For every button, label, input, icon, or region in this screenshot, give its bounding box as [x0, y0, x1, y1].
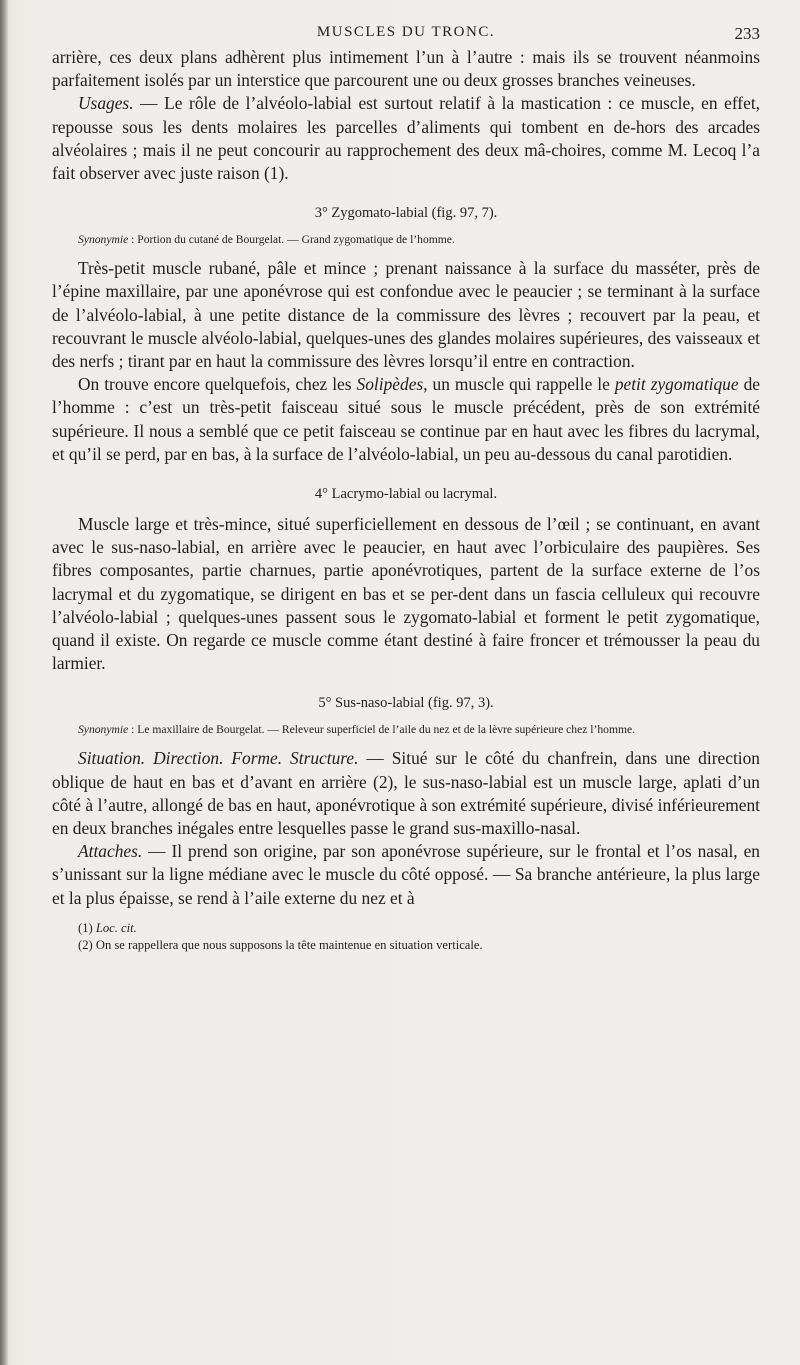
synonymy-label: Synonymie — [78, 233, 129, 247]
synonymy-text: : Le maxillaire de Bourgelat. — Releveur superficiel de l’aile du nez et de la lèvre supérieure chez l’homme. — [128, 723, 636, 737]
paragraph-situation — [52, 747, 760, 840]
running-title: MUSCLES DU TRONC. — [316, 24, 496, 40]
footnote-1-mark: (1) — [78, 920, 93, 935]
text-segment: de l’homme : c’est un très-petit faisceau situé sous le muscle précédent, près de son extrémité supérieure. Il nous a semblé que ce petit faisceau se continue par en haut avec les fibres du lacrymal, et qu’il se perd, par en bas, à la surface de l’alvéolo-labial, un peu au-dessous du canal parotidien. — [52, 374, 760, 464]
paragraph-usages — [52, 92, 760, 185]
term-solipedes: Solipèdes — [356, 374, 424, 395]
section-heading-zygomato-labial: 3° Zygomato-labial (fig. 97, 7). — [314, 205, 498, 222]
continuation-line-1: arrière, ces deux plans adhèrent plus intimement l’un à l’autre : mais ils se trouvent — [52, 47, 677, 67]
footnote-2 — [52, 937, 760, 954]
situation-label: Situation. Direction. Forme. Structure. — [78, 748, 359, 769]
synonymy-zygomato-labial — [52, 232, 760, 247]
usages-text: — Le rôle de l’alvéolo-labial est surtout relatif à la mastication : ce muscle, en effet, repousse sous les dents molaires les parcelles d’aliments qui tombent en de-hors des arcades alvéolaires ; mais il ne peut concourir au rapprochement des deux mâ-choires, comme M. Lecoq l’a fait observer avec juste raison (1). — [52, 93, 760, 184]
text-segment: , un muscle qui rappelle le — [423, 374, 615, 395]
usages-label: Usages. — [78, 93, 134, 114]
situation-text: — Situé sur le côté du chanfrein, dans une direction oblique de haut en bas et d’avant en arrière (2), le sus-naso-labial est un muscle large, aplati d’un côté à l’autre, allongé de bas en haut, aponévrotique à son extrémité supérieure, divisé inférieurement en deux branches inégales entre lesquelles passe le grand sus-maxillo-nasal. — [52, 748, 760, 839]
paragraph-lacrymal-description: Muscle large et très-mince, situé superficiellement en dessous de l’œil ; se continuant, en avant avec le sus-naso-labial, en arrière avec le peaucier, en haut avec l’orbiculaire des paupières. Ses fibres composantes, partie charnues, partie aponévrotiques, partent de la surface externe de l’os lacrymal et du zygomatique, se dirigent en bas et se per-dent dans un fascia celluleux qui recouvre l’alvéolo-labial ; quelques-unes passent sous le zygomato-labial et forment le petit zygomatique, quand il existe. On regarde ce muscle comme étant destiné à faire froncer et trémousser la peau du larmier. — [52, 514, 760, 674]
continuation-line-3: branches veineuses. — [557, 70, 696, 91]
paragraph-zygomato-description: Très-petit muscle rubané, pâle et mince ; prenant naissance à la surface du masséter, près de l’épine maxillaire, par une aponévrose qui est confondue avec le peaucier ; se terminant à la surface de l’alvéolo-labial, à une petite distance de la commissure des lèvres ; recouvert par la peau, et recouvrant le muscle alvéolo-labial, quelques-unes des glandes molaires supérieures, des vaisseaux et des nerfs ; tirant par en haut la commissure des lèvres lorsqu’il entre en contraction. — [52, 258, 760, 372]
footnote-1-text: Loc. cit. — [95, 920, 137, 935]
footnote-1 — [52, 920, 760, 937]
term-petit-zygomatique: petit zygomatique — [614, 374, 739, 395]
text-segment: On trouve encore quelquefois, chez les — [78, 374, 357, 395]
section-heading-sus-naso-labial: 5° Sus-naso-labial (fig. 97, 3). — [318, 695, 494, 712]
paragraph-attaches — [52, 840, 760, 910]
footnote-2-mark: (2) — [78, 937, 93, 952]
continuation-line-2: néanmoins parfaitement isolés par un interstice que parcourent une ou deux grosses — [52, 47, 760, 91]
synonymy-text: : Portion du cutané de Bourgelat. — Grand zygomatique de l’homme. — [128, 233, 455, 247]
footnote-2-text: On se rappellera que nous supposons la tête maintenue en situation verticale. — [95, 937, 483, 952]
synonymy-label: Synonymie — [78, 723, 129, 737]
synonymy-sus-naso-labial — [52, 722, 760, 737]
page-number: 233 — [734, 24, 760, 43]
page-header — [52, 18, 760, 46]
attaches-text: — Il prend son origine, par son aponévrose supérieure, sur le frontal et l’os nasal, en s’unissant sur la ligne médiane avec le muscle du côté opposé. — Sa branche antérieure, la plus large et la plus épaisse, se rend à l’aile externe du nez et à — [52, 841, 760, 908]
section-heading-lacrymal: 4° Lacrymo-labial ou lacrymal. — [314, 486, 498, 503]
paragraph-petit-zygomatique — [52, 373, 760, 466]
attaches-label: Attaches. — [78, 841, 143, 862]
paragraph-continuation — [52, 46, 760, 92]
footnotes — [52, 920, 760, 954]
page-binding-edge — [0, 0, 8, 1365]
